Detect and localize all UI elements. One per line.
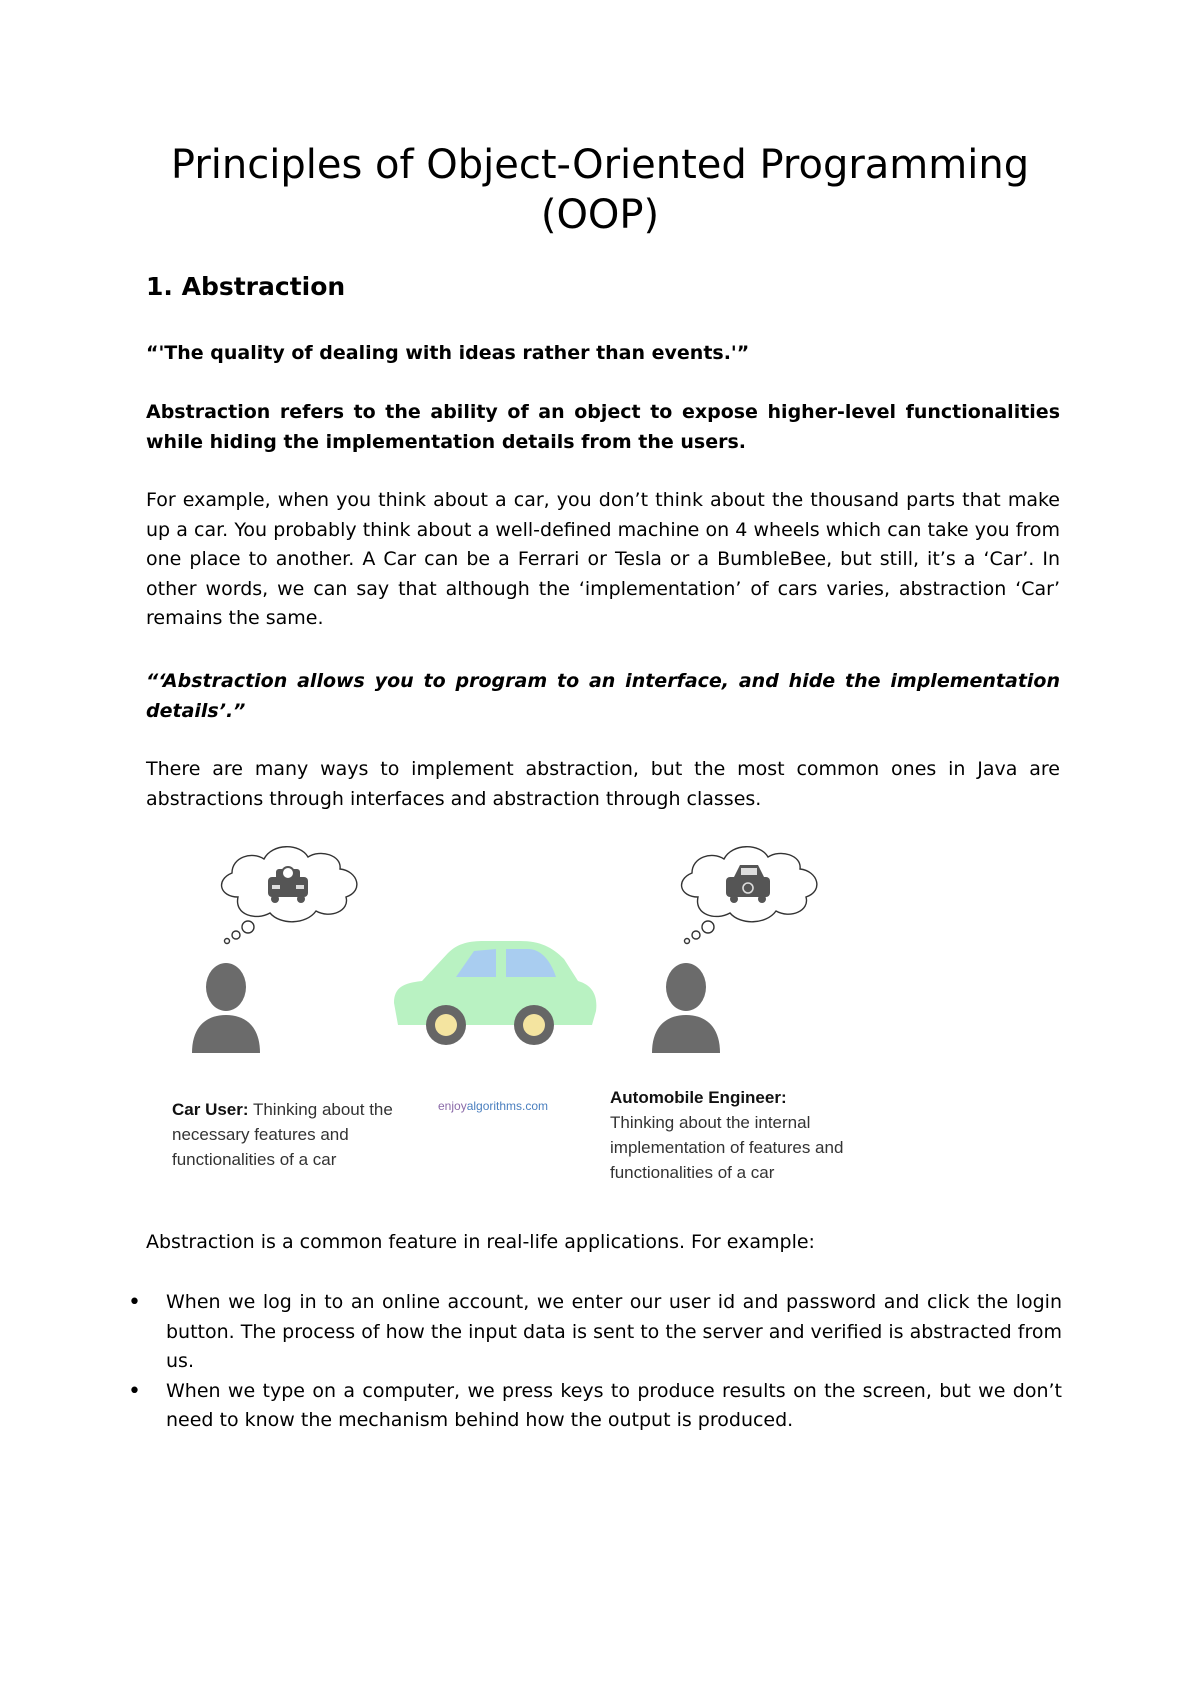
definition-paragraph: Abstraction refers to the ability of an object to expose higher-level functionalities while hiding the implementation details from the users. (146, 401, 1060, 453)
car-user-caption (172, 1097, 402, 1172)
car-user-caption-text: Thinking about the necessary features and functionalities of a car (172, 1100, 393, 1169)
green-car-illustration (394, 941, 596, 1045)
car-user-caption-label: Car User: (172, 1100, 249, 1119)
engineer-caption-text: Thinking about the internal implementation of features and functionalities of a car (610, 1113, 844, 1182)
example-paragraph: For example, when you think about a car, you don’t think about the thousand parts that make up a car. You probably think about a well-defined machine on 4 wheels which can take you from one place to another. A Car can be a Ferrari or Tesla or a BumbleBee, but still, it’s a ‘Car’. In other words, we can say that although the ‘implementation’ of cars varies, abstraction ‘Car’ remains the same. (146, 489, 1060, 629)
abstraction-illustration (160, 835, 880, 1185)
ways-paragraph: There are many ways to implement abstraction, but the most common ones in Java are abstractions through interfaces and abstraction through classes. (146, 758, 1060, 810)
bullet-item (128, 1377, 1062, 1436)
car-user-person-icon (192, 963, 260, 1053)
engineer-caption (610, 1085, 850, 1185)
real-life-bullet-list (128, 1288, 1062, 1436)
engineer-person-icon (652, 963, 720, 1053)
bullet-text: When we type on a computer, we press keys to produce results on the screen, but we don’t need to know the mechanism behind how the output is produced. (166, 1379, 1062, 1431)
section-heading: 1. Abstraction (146, 272, 346, 301)
bullet-item (128, 1288, 1062, 1377)
quote-paragraph: “'The quality of dealing with ideas rather than events.'” (146, 342, 750, 364)
abstraction-quote-paragraph: “‘Abstraction allows you to program to an interface, and hide the implementation details’.” (146, 670, 1060, 722)
engineer-caption-label: Automobile Engineer: (610, 1088, 787, 1107)
page-title: Principles of Object-Oriented Programming (OOP) (170, 142, 1030, 238)
watermark (438, 1099, 548, 1113)
bullet-text: When we log in to an online account, we enter our user id and password and click the login button. The process of how the input data is sent to the server and verified is abstracted from us. (166, 1291, 1062, 1372)
bullet-icon: • (128, 1290, 141, 1315)
watermark-prefix: enjoy (438, 1099, 467, 1113)
watermark-suffix: algorithms.com (466, 1099, 549, 1113)
real-life-intro-paragraph: Abstraction is a common feature in real-life applications. For example: (146, 1231, 815, 1253)
bullet-icon: • (128, 1378, 141, 1404)
